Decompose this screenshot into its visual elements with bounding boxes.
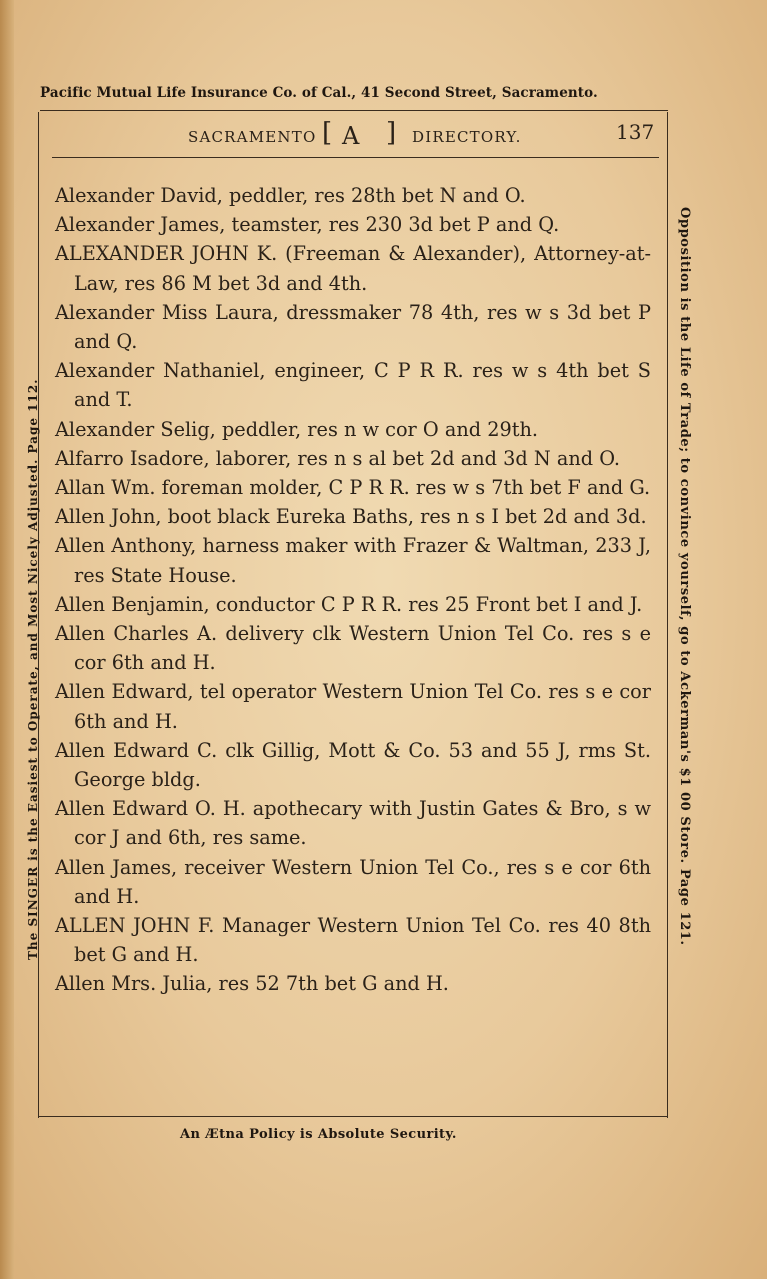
- directory-entry: Allan Wm. foreman molder, C P R R. res w s 7th bet F and G.: [55, 476, 651, 500]
- directory-entry: Alexander James, teamster, res 230 3d bet P and Q.: [55, 213, 560, 237]
- left-margin-advertisement: The SINGER is the Easiest to Operate, and Most Nicely Adjusted. Page 112.: [26, 378, 40, 960]
- directory-entry: Allen Anthony, harness maker with Frazer & Waltman, 233 J, res State House.: [55, 534, 651, 587]
- frame-top-rule: [40, 110, 668, 111]
- header-bracket-close: ]: [386, 118, 397, 148]
- header-bracket-open: [: [322, 118, 333, 148]
- directory-entry: Allen Charles A. delivery clk Western Union Tel Co. res s e cor 6th and H.: [55, 622, 651, 675]
- frame-bottom-rule: [38, 1116, 668, 1117]
- page-header: [52, 118, 659, 150]
- right-margin-advertisement: Opposition is the Life of Trade; to convince yourself, go to Ackerman's $1 00 Store. Page 121.: [677, 207, 692, 946]
- directory-entry: Alexander David, peddler, res 28th bet N and O.: [55, 184, 526, 207]
- frame-right-rule: [667, 112, 668, 1118]
- directory-entry: Allen James, receiver Western Union Tel Co., res s e cor 6th and H.: [55, 855, 651, 908]
- directory-entry: ALLEN JOHN F. Manager Western Union Tel Co. res 40 8th bet G and H.: [55, 914, 651, 967]
- directory-entry: Allen Edward C. clk Gillig, Mott & Co. 53 and 55 J, rms St. George bldg.: [55, 738, 651, 792]
- header-letter: A: [342, 122, 360, 150]
- bottom-advertisement: An Ætna Policy is Absolute Security.: [180, 1127, 457, 1142]
- header-title: DIRECTORY.: [412, 128, 522, 146]
- directory-entry: Alexander Selig, peddler, res n w cor O and 29th.: [55, 417, 539, 441]
- header-rule: [52, 157, 659, 158]
- directory-entry: Alexander Miss Laura, dressmaker 78 4th, res w s 3d bet P and Q.: [55, 300, 651, 354]
- directory-entry: Alfarro Isadore, laborer, res n s al bet 2d and 3d N and O.: [55, 446, 621, 470]
- top-advertisement: Pacific Mutual Life Insurance Co. of Cal., 41 Second Street, Sacramento.: [40, 85, 598, 101]
- directory-entry: Allen Edward O. H. apothecary with Justin Gates & Bro, s w cor J and 6th, res same.: [55, 797, 651, 850]
- header-city: SACRAMENTO: [188, 128, 317, 146]
- page-number: 137: [616, 120, 655, 144]
- directory-entry: Allen Benjamin, conductor C P R R. res 25 Front bet I and J.: [55, 592, 643, 616]
- directory-entry: Allen Mrs. Julia, res 52 7th bet G and H.: [55, 972, 449, 996]
- directory-entries: [55, 181, 651, 999]
- book-spine-edge: [0, 0, 14, 1279]
- directory-entry: Alexander Nathaniel, engineer, C P R R. res w s 4th bet S and T.: [55, 359, 651, 412]
- directory-entry: Allen John, boot black Eureka Baths, res n s I bet 2d and 3d.: [55, 505, 647, 529]
- directory-entry: ALEXANDER JOHN K. (Freeman & Alexander), Attorney-at-Law, res 86 M bet 3d and 4th.: [55, 242, 651, 295]
- directory-entry: Allen Edward, tel operator Western Union Tel Co. res s e cor 6th and H.: [55, 680, 651, 733]
